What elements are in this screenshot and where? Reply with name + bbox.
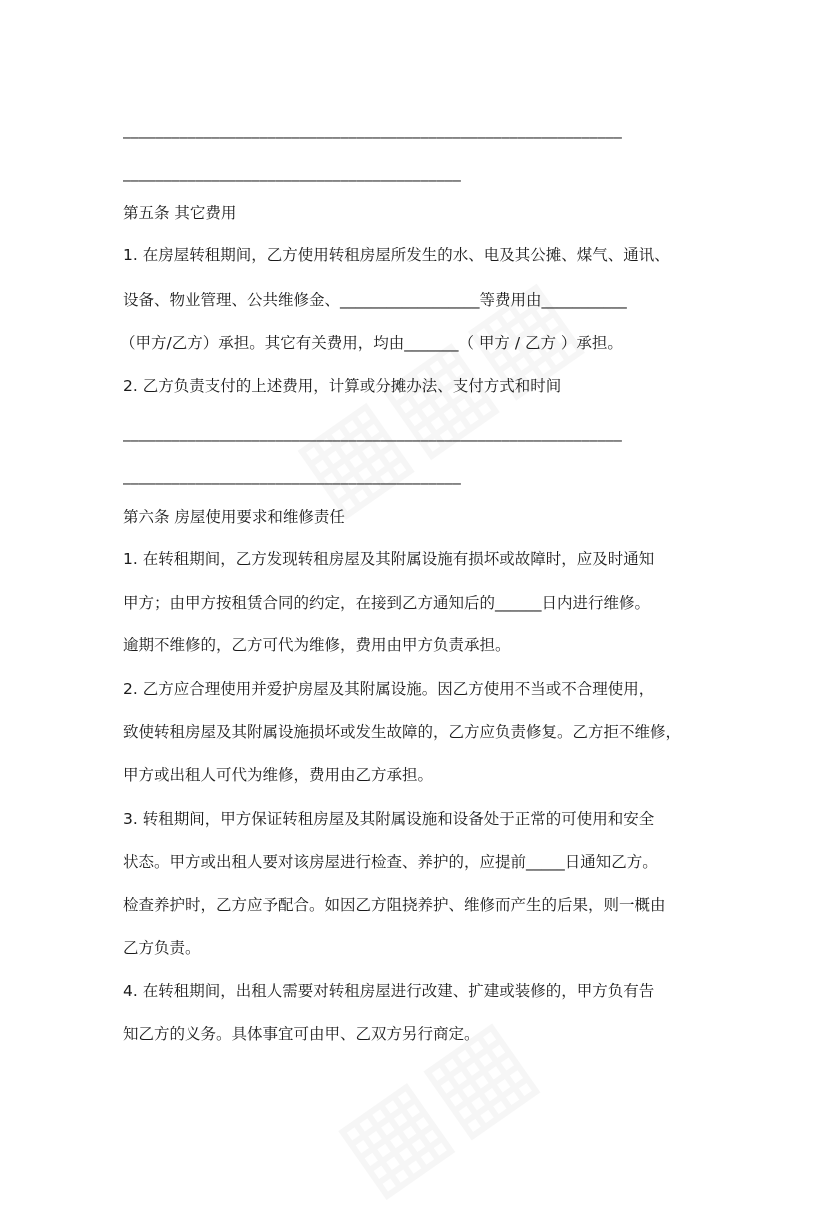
paragraph-line: 状态。甲方或出租人要对该房屋进行检查、养护的，应提前_____日通知乙方。 [123,853,658,871]
paragraph-line: 设备、物业管理、公共维修金、__________________等费用由___________ [123,291,627,309]
paragraph-line: 乙方负责。 [123,939,201,957]
paragraph-line: 知乙方的义务。具体事宜可由甲、乙双方另行商定。 [123,1025,480,1043]
paragraph-line: 2. 乙方负责支付的上述费用，计算或分摊办法、支付方式和时间 [123,377,562,395]
article-5-heading: 第五条 其它费用 [123,204,237,222]
blank-line: __________________________________________ [123,467,462,485]
paragraph-line: 甲方或出租人可代为维修，费用由乙方承担。 [123,766,434,784]
paragraph-line: 3. 转租期间，甲方保证转租房屋及其附属设施和设备处于正常的可使用和安全 [123,810,655,828]
paragraph-line: 1. 在转租期间，乙方发现转租房屋及其附属设施有损坏或故障时，应及时通知 [123,550,655,568]
paragraph-line: 致使转租房屋及其附属设施损坏或发生故障的，乙方应负责修复。乙方拒不维修， [123,723,682,741]
blank-line: ______________________________________________________________ [123,424,623,442]
blank-line: __________________________________________ [123,164,462,182]
paragraph-line: 检查养护时，乙方应予配合。如因乙方阻挠养护、维修而产生的后果，则一概由 [123,896,666,914]
paragraph-line: 甲方；由甲方按租赁合同的约定，在接到乙方通知后的______日内进行维修。 [123,594,651,612]
paragraph-line: 2. 乙方应合理使用并爱护房屋及其附属设施。因乙方使用不当或不合理使用， [123,680,655,698]
paragraph-line: （甲方/乙方）承担。其它有关费用，均由_______（ 甲方 / 乙方 ）承担。 [120,334,623,352]
paragraph-line: 逾期不维修的，乙方可代为维修，费用由甲方负责承担。 [123,636,511,654]
blank-line: ______________________________________________________________ [123,121,623,139]
article-6-heading: 第六条 房屋使用要求和维修责任 [123,508,345,526]
paragraph-line: 4. 在转租期间，出租人需要对转租房屋进行改建、扩建或装修的，甲方负有告 [123,982,655,1000]
paragraph-line: 1. 在房屋转租期间，乙方使用转租房屋所发生的水、电及其公摊、煤气、通讯、 [123,246,670,264]
